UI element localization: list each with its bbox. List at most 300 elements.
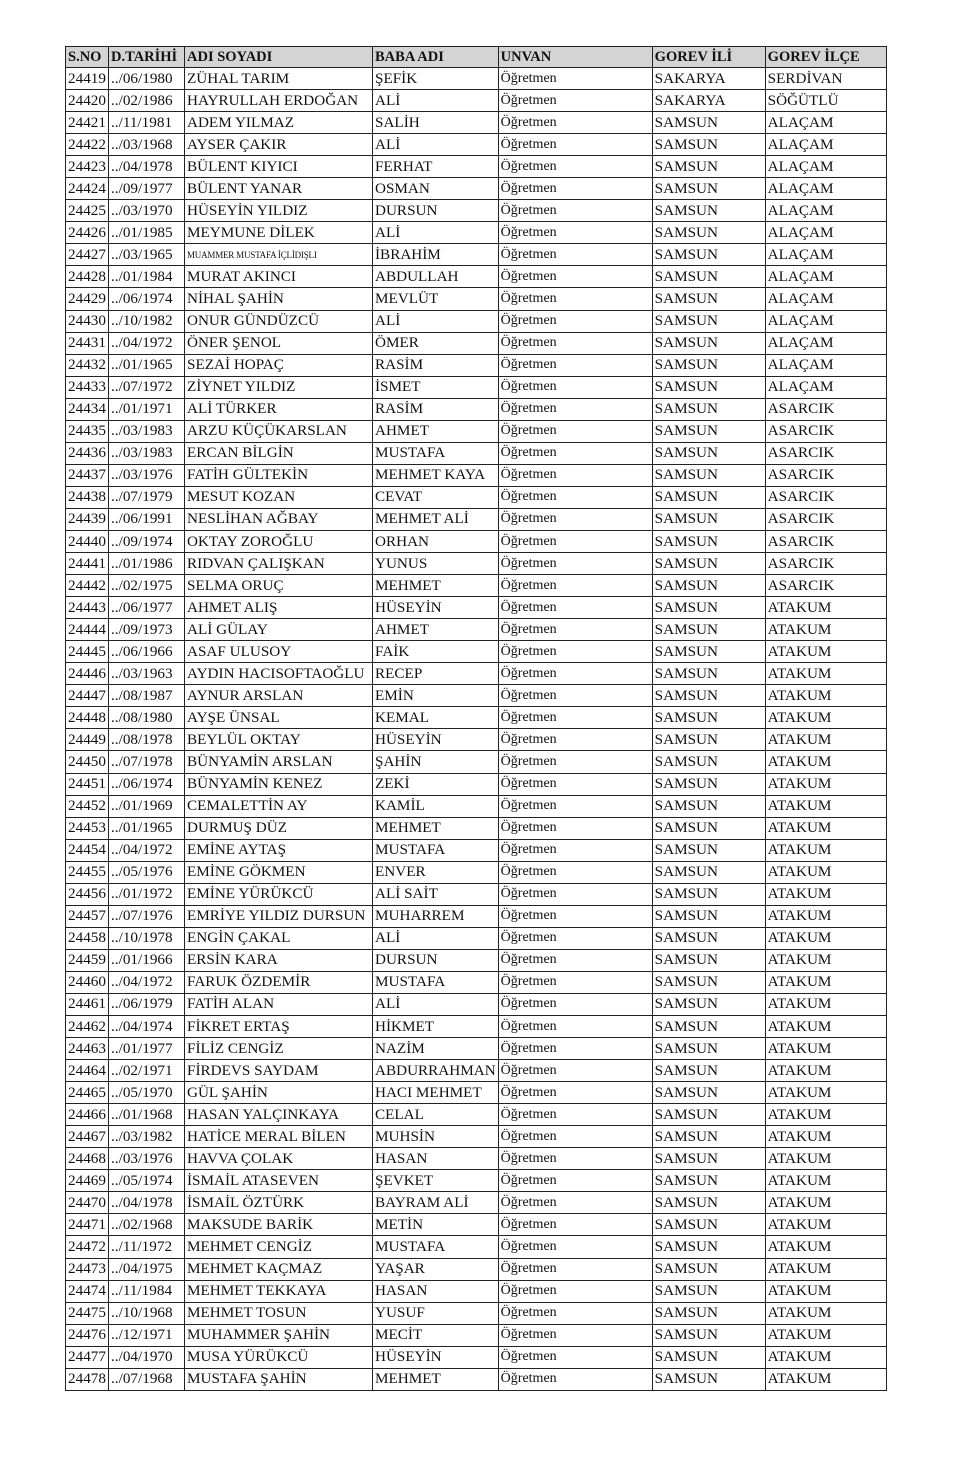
table-row <box>66 464 887 486</box>
cell-birth-date: ../04/1972 <box>109 332 185 354</box>
cell-province: SAMSUN <box>652 1346 765 1368</box>
table-row <box>66 971 887 993</box>
cell-title: Öğretmen <box>498 200 652 222</box>
cell-province: SAMSUN <box>652 288 765 310</box>
table-row <box>66 1236 887 1258</box>
personnel-table <box>65 46 887 1391</box>
cell-sno: 24425 <box>66 200 109 222</box>
cell-father-name: MEHMET <box>373 817 499 839</box>
cell-sno: 24445 <box>66 641 109 663</box>
cell-sno: 24432 <box>66 354 109 376</box>
table-row <box>66 751 887 773</box>
table-row <box>66 354 887 376</box>
cell-full-name: EMİNE GÖKMEN <box>185 861 373 883</box>
cell-birth-date: ../03/1976 <box>109 1148 185 1170</box>
cell-full-name: MAKSUDE BARİK <box>185 1214 373 1236</box>
cell-province: SAMSUN <box>652 597 765 619</box>
cell-sno: 24426 <box>66 222 109 244</box>
cell-sno: 24474 <box>66 1280 109 1302</box>
header-district: GOREV İLÇE <box>765 47 886 68</box>
cell-district: ALAÇAM <box>765 244 886 266</box>
cell-birth-date: ../06/1980 <box>109 68 185 90</box>
cell-sno: 24464 <box>66 1060 109 1082</box>
cell-district: ATAKUM <box>765 597 886 619</box>
cell-birth-date: ../06/1966 <box>109 641 185 663</box>
cell-full-name: MUSA YÜRÜKCÜ <box>185 1346 373 1368</box>
cell-province: SAMSUN <box>652 200 765 222</box>
cell-province: SAMSUN <box>652 354 765 376</box>
cell-sno: 24468 <box>66 1148 109 1170</box>
cell-province: SAMSUN <box>652 1126 765 1148</box>
cell-province: SAMSUN <box>652 442 765 464</box>
cell-province: SAMSUN <box>652 905 765 927</box>
cell-father-name: ŞEVKET <box>373 1170 499 1192</box>
cell-province: SAMSUN <box>652 508 765 530</box>
cell-province: SAMSUN <box>652 1324 765 1346</box>
cell-full-name: ONUR GÜNDÜZCÜ <box>185 310 373 332</box>
cell-birth-date: ../04/1978 <box>109 1192 185 1214</box>
cell-full-name: MEYMUNE DİLEK <box>185 222 373 244</box>
cell-district: ATAKUM <box>765 1082 886 1104</box>
cell-district: ASARCIK <box>765 553 886 575</box>
cell-full-name: MUHAMMER ŞAHİN <box>185 1324 373 1346</box>
cell-province: SAMSUN <box>652 1258 765 1280</box>
cell-district: ATAKUM <box>765 641 886 663</box>
cell-district: ATAKUM <box>765 619 886 641</box>
cell-father-name: ABDULLAH <box>373 266 499 288</box>
cell-birth-date: ../01/1965 <box>109 354 185 376</box>
cell-birth-date: ../07/1976 <box>109 905 185 927</box>
table-row <box>66 1170 887 1192</box>
cell-father-name: ALİ <box>373 310 499 332</box>
cell-full-name: HASAN YALÇINKAYA <box>185 1104 373 1126</box>
cell-full-name: ZİYNET YILDIZ <box>185 376 373 398</box>
cell-province: SAMSUN <box>652 156 765 178</box>
cell-title: Öğretmen <box>498 1082 652 1104</box>
cell-full-name: FİRDEVS SAYDAM <box>185 1060 373 1082</box>
cell-father-name: ÖMER <box>373 332 499 354</box>
cell-father-name: ŞEFİK <box>373 68 499 90</box>
cell-province: SAMSUN <box>652 1280 765 1302</box>
cell-full-name: AHMET ALIŞ <box>185 597 373 619</box>
cell-birth-date: ../04/1978 <box>109 156 185 178</box>
cell-sno: 24453 <box>66 817 109 839</box>
cell-father-name: ALİ <box>373 993 499 1015</box>
cell-district: ATAKUM <box>765 1016 886 1038</box>
header-father-name: BABA ADI <box>373 47 499 68</box>
cell-father-name: FAİK <box>373 641 499 663</box>
cell-full-name: MUSTAFA ŞAHİN <box>185 1368 373 1390</box>
cell-full-name: NİHAL ŞAHİN <box>185 288 373 310</box>
cell-full-name: HAYRULLAH ERDOĞAN <box>185 90 373 112</box>
cell-full-name: AYDIN HACISOFTAOĞLU <box>185 663 373 685</box>
cell-title: Öğretmen <box>498 905 652 927</box>
cell-full-name: BEYLÜL OKTAY <box>185 729 373 751</box>
cell-birth-date: ../01/1985 <box>109 222 185 244</box>
cell-province: SAMSUN <box>652 398 765 420</box>
table-row <box>66 949 887 971</box>
table-row <box>66 685 887 707</box>
cell-father-name: ZEKİ <box>373 773 499 795</box>
cell-district: ATAKUM <box>765 1280 886 1302</box>
cell-sno: 24451 <box>66 773 109 795</box>
cell-title: Öğretmen <box>498 707 652 729</box>
cell-province: SAMSUN <box>652 178 765 200</box>
cell-birth-date: ../03/1976 <box>109 464 185 486</box>
cell-title: Öğretmen <box>498 1016 652 1038</box>
cell-birth-date: ../03/1983 <box>109 442 185 464</box>
cell-father-name: HASAN <box>373 1280 499 1302</box>
cell-full-name: AYNUR ARSLAN <box>185 685 373 707</box>
cell-sno: 24449 <box>66 729 109 751</box>
cell-father-name: RASİM <box>373 398 499 420</box>
cell-father-name: NAZİM <box>373 1038 499 1060</box>
cell-sno: 24444 <box>66 619 109 641</box>
cell-province: SAMSUN <box>652 927 765 949</box>
table-row <box>66 1214 887 1236</box>
cell-district: ALAÇAM <box>765 178 886 200</box>
cell-birth-date: ../09/1974 <box>109 530 185 552</box>
cell-full-name: BÜNYAMİN KENEZ <box>185 773 373 795</box>
cell-sno: 24460 <box>66 971 109 993</box>
cell-province: SAKARYA <box>652 68 765 90</box>
cell-district: ASARCIK <box>765 398 886 420</box>
table-row <box>66 641 887 663</box>
cell-birth-date: ../06/1991 <box>109 508 185 530</box>
table-row <box>66 1104 887 1126</box>
table-row <box>66 993 887 1015</box>
cell-birth-date: ../07/1972 <box>109 376 185 398</box>
cell-district: ATAKUM <box>765 663 886 685</box>
table-row <box>66 486 887 508</box>
cell-sno: 24470 <box>66 1192 109 1214</box>
cell-province: SAMSUN <box>652 773 765 795</box>
cell-sno: 24434 <box>66 398 109 420</box>
cell-title: Öğretmen <box>498 1126 652 1148</box>
cell-birth-date: ../02/1986 <box>109 90 185 112</box>
table-row <box>66 508 887 530</box>
table-row <box>66 134 887 156</box>
table-header <box>66 47 887 68</box>
cell-sno: 24442 <box>66 575 109 597</box>
cell-sno: 24465 <box>66 1082 109 1104</box>
cell-full-name: ERSİN KARA <box>185 949 373 971</box>
cell-sno: 24477 <box>66 1346 109 1368</box>
cell-district: ALAÇAM <box>765 376 886 398</box>
cell-district: ALAÇAM <box>765 354 886 376</box>
cell-full-name: ALİ GÜLAY <box>185 619 373 641</box>
cell-birth-date: ../02/1975 <box>109 575 185 597</box>
cell-title: Öğretmen <box>498 971 652 993</box>
cell-province: SAMSUN <box>652 530 765 552</box>
cell-birth-date: ../04/1970 <box>109 1346 185 1368</box>
table-row <box>66 530 887 552</box>
table-row <box>66 112 887 134</box>
cell-province: SAMSUN <box>652 751 765 773</box>
cell-full-name: OKTAY ZOROĞLU <box>185 530 373 552</box>
cell-sno: 24450 <box>66 751 109 773</box>
cell-father-name: MECİT <box>373 1324 499 1346</box>
cell-sno: 24431 <box>66 332 109 354</box>
cell-title: Öğretmen <box>498 90 652 112</box>
cell-district: ALAÇAM <box>765 266 886 288</box>
table-row <box>66 1126 887 1148</box>
cell-father-name: YUSUF <box>373 1302 499 1324</box>
cell-sno: 24452 <box>66 795 109 817</box>
cell-full-name: MEHMET TOSUN <box>185 1302 373 1324</box>
cell-title: Öğretmen <box>498 795 652 817</box>
table-row <box>66 1302 887 1324</box>
cell-birth-date: ../02/1968 <box>109 1214 185 1236</box>
cell-father-name: YAŞAR <box>373 1258 499 1280</box>
cell-district: ATAKUM <box>765 1170 886 1192</box>
cell-sno: 24446 <box>66 663 109 685</box>
cell-district: ATAKUM <box>765 949 886 971</box>
cell-sno: 24455 <box>66 861 109 883</box>
cell-district: ATAKUM <box>765 1148 886 1170</box>
cell-sno: 24429 <box>66 288 109 310</box>
table-row <box>66 178 887 200</box>
cell-father-name: ALİ <box>373 134 499 156</box>
cell-province: SAMSUN <box>652 1148 765 1170</box>
cell-full-name: EMİNE AYTAŞ <box>185 839 373 861</box>
cell-birth-date: ../03/1970 <box>109 200 185 222</box>
cell-father-name: ALİ <box>373 90 499 112</box>
cell-district: ATAKUM <box>765 905 886 927</box>
cell-province: SAMSUN <box>652 266 765 288</box>
cell-full-name: GÜL ŞAHİN <box>185 1082 373 1104</box>
header-row <box>66 47 887 68</box>
cell-district: ATAKUM <box>765 971 886 993</box>
header-sno: S.NO <box>66 47 109 68</box>
cell-birth-date: ../07/1968 <box>109 1368 185 1390</box>
cell-title: Öğretmen <box>498 1060 652 1082</box>
cell-sno: 24423 <box>66 156 109 178</box>
cell-full-name: HÜSEYİN YILDIZ <box>185 200 373 222</box>
cell-father-name: YUNUS <box>373 553 499 575</box>
table-row <box>66 597 887 619</box>
cell-father-name: FERHAT <box>373 156 499 178</box>
cell-full-name: ÖNER ŞENOL <box>185 332 373 354</box>
cell-district: ATAKUM <box>765 1038 886 1060</box>
cell-province: SAMSUN <box>652 839 765 861</box>
cell-sno: 24422 <box>66 134 109 156</box>
cell-title: Öğretmen <box>498 641 652 663</box>
cell-full-name: MUAMMER MUSTAFA İÇLİDIŞLI <box>185 244 373 266</box>
table-row <box>66 200 887 222</box>
cell-sno: 24478 <box>66 1368 109 1390</box>
cell-province: SAMSUN <box>652 971 765 993</box>
cell-full-name: MURAT AKINCI <box>185 266 373 288</box>
cell-full-name: DURMUŞ DÜZ <box>185 817 373 839</box>
cell-sno: 24433 <box>66 376 109 398</box>
cell-title: Öğretmen <box>498 530 652 552</box>
cell-district: ATAKUM <box>765 1104 886 1126</box>
table-row <box>66 244 887 266</box>
cell-birth-date: ../02/1971 <box>109 1060 185 1082</box>
cell-title: Öğretmen <box>498 1236 652 1258</box>
table-row <box>66 729 887 751</box>
cell-title: Öğretmen <box>498 927 652 949</box>
cell-province: SAMSUN <box>652 1368 765 1390</box>
cell-district: ALAÇAM <box>765 288 886 310</box>
cell-father-name: ALİ <box>373 222 499 244</box>
cell-province: SAMSUN <box>652 1302 765 1324</box>
cell-district: ATAKUM <box>765 1214 886 1236</box>
cell-province: SAMSUN <box>652 707 765 729</box>
cell-birth-date: ../06/1979 <box>109 993 185 1015</box>
cell-district: ATAKUM <box>765 1346 886 1368</box>
cell-father-name: MUSTAFA <box>373 1236 499 1258</box>
cell-sno: 24443 <box>66 597 109 619</box>
cell-province: SAMSUN <box>652 993 765 1015</box>
cell-title: Öğretmen <box>498 1368 652 1390</box>
cell-title: Öğretmen <box>498 1038 652 1060</box>
cell-sno: 24428 <box>66 266 109 288</box>
cell-district: SÖĞÜTLÜ <box>765 90 886 112</box>
cell-title: Öğretmen <box>498 553 652 575</box>
cell-birth-date: ../10/1982 <box>109 310 185 332</box>
cell-sno: 24430 <box>66 310 109 332</box>
table-row <box>66 817 887 839</box>
cell-province: SAMSUN <box>652 663 765 685</box>
cell-province: SAMSUN <box>652 244 765 266</box>
cell-father-name: CEVAT <box>373 486 499 508</box>
cell-province: SAMSUN <box>652 949 765 971</box>
cell-full-name: MEHMET TEKKAYA <box>185 1280 373 1302</box>
cell-father-name: MUHARREM <box>373 905 499 927</box>
cell-province: SAMSUN <box>652 1082 765 1104</box>
cell-province: SAMSUN <box>652 1170 765 1192</box>
cell-title: Öğretmen <box>498 1302 652 1324</box>
cell-sno: 24421 <box>66 112 109 134</box>
table-row <box>66 1060 887 1082</box>
cell-title: Öğretmen <box>498 861 652 883</box>
cell-district: ALAÇAM <box>765 156 886 178</box>
cell-title: Öğretmen <box>498 839 652 861</box>
cell-full-name: BÜNYAMİN ARSLAN <box>185 751 373 773</box>
cell-district: ATAKUM <box>765 1126 886 1148</box>
cell-birth-date: ../01/1969 <box>109 795 185 817</box>
cell-district: ALAÇAM <box>765 222 886 244</box>
table-row <box>66 553 887 575</box>
cell-father-name: HACI MEHMET <box>373 1082 499 1104</box>
cell-birth-date: ../05/1970 <box>109 1082 185 1104</box>
table-row <box>66 332 887 354</box>
cell-title: Öğretmen <box>498 751 652 773</box>
cell-district: ALAÇAM <box>765 332 886 354</box>
cell-birth-date: ../03/1963 <box>109 663 185 685</box>
cell-birth-date: ../11/1981 <box>109 112 185 134</box>
cell-title: Öğretmen <box>498 685 652 707</box>
cell-province: SAMSUN <box>652 486 765 508</box>
cell-father-name: HÜSEYİN <box>373 597 499 619</box>
cell-title: Öğretmen <box>498 486 652 508</box>
cell-father-name: DURSUN <box>373 200 499 222</box>
header-province: GOREV İLİ <box>652 47 765 68</box>
cell-full-name: ENGİN ÇAKAL <box>185 927 373 949</box>
cell-title: Öğretmen <box>498 244 652 266</box>
cell-title: Öğretmen <box>498 266 652 288</box>
cell-father-name: MUHSİN <box>373 1126 499 1148</box>
table-row <box>66 1082 887 1104</box>
cell-father-name: HİKMET <box>373 1016 499 1038</box>
cell-sno: 24458 <box>66 927 109 949</box>
cell-district: ASARCIK <box>765 530 886 552</box>
cell-district: ATAKUM <box>765 883 886 905</box>
cell-title: Öğretmen <box>498 398 652 420</box>
cell-district: ASARCIK <box>765 442 886 464</box>
cell-father-name: HÜSEYİN <box>373 1346 499 1368</box>
cell-father-name: MUSTAFA <box>373 971 499 993</box>
cell-title: Öğretmen <box>498 178 652 200</box>
cell-title: Öğretmen <box>498 773 652 795</box>
cell-father-name: AHMET <box>373 619 499 641</box>
table-row <box>66 1038 887 1060</box>
table-row <box>66 442 887 464</box>
cell-title: Öğretmen <box>498 817 652 839</box>
cell-sno: 24438 <box>66 486 109 508</box>
cell-title: Öğretmen <box>498 134 652 156</box>
cell-district: ATAKUM <box>765 685 886 707</box>
cell-province: SAMSUN <box>652 1192 765 1214</box>
cell-birth-date: ../10/1968 <box>109 1302 185 1324</box>
cell-sno: 24440 <box>66 530 109 552</box>
cell-birth-date: ../09/1977 <box>109 178 185 200</box>
cell-birth-date: ../05/1976 <box>109 861 185 883</box>
cell-title: Öğretmen <box>498 1280 652 1302</box>
cell-district: ATAKUM <box>765 1302 886 1324</box>
cell-father-name: KAMİL <box>373 795 499 817</box>
cell-title: Öğretmen <box>498 1170 652 1192</box>
cell-full-name: SEZAİ HOPAÇ <box>185 354 373 376</box>
cell-father-name: RECEP <box>373 663 499 685</box>
cell-father-name: DURSUN <box>373 949 499 971</box>
cell-district: ALAÇAM <box>765 310 886 332</box>
cell-father-name: MUSTAFA <box>373 442 499 464</box>
cell-sno: 24437 <box>66 464 109 486</box>
cell-sno: 24459 <box>66 949 109 971</box>
cell-province: SAMSUN <box>652 685 765 707</box>
cell-province: SAMSUN <box>652 1038 765 1060</box>
cell-birth-date: ../04/1975 <box>109 1258 185 1280</box>
cell-title: Öğretmen <box>498 442 652 464</box>
table-row <box>66 795 887 817</box>
cell-father-name: HASAN <box>373 1148 499 1170</box>
cell-province: SAKARYA <box>652 90 765 112</box>
cell-district: ATAKUM <box>765 707 886 729</box>
cell-full-name: FİLİZ CENGİZ <box>185 1038 373 1060</box>
cell-sno: 24435 <box>66 420 109 442</box>
cell-full-name: ZÜHAL TARIM <box>185 68 373 90</box>
cell-district: SERDİVAN <box>765 68 886 90</box>
cell-province: SAMSUN <box>652 619 765 641</box>
cell-father-name: AHMET <box>373 420 499 442</box>
cell-father-name: MEHMET ALİ <box>373 508 499 530</box>
table-row <box>66 90 887 112</box>
cell-sno: 24467 <box>66 1126 109 1148</box>
cell-birth-date: ../03/1965 <box>109 244 185 266</box>
cell-sno: 24439 <box>66 508 109 530</box>
header-title: UNVAN <box>498 47 652 68</box>
cell-father-name: ABDURRAHMAN <box>373 1060 499 1082</box>
cell-full-name: ARZU KÜÇÜKARSLAN <box>185 420 373 442</box>
cell-father-name: MEHMET KAYA <box>373 464 499 486</box>
table-row <box>66 927 887 949</box>
cell-full-name: MESUT KOZAN <box>185 486 373 508</box>
cell-province: SAMSUN <box>652 134 765 156</box>
table-body <box>66 68 887 1391</box>
